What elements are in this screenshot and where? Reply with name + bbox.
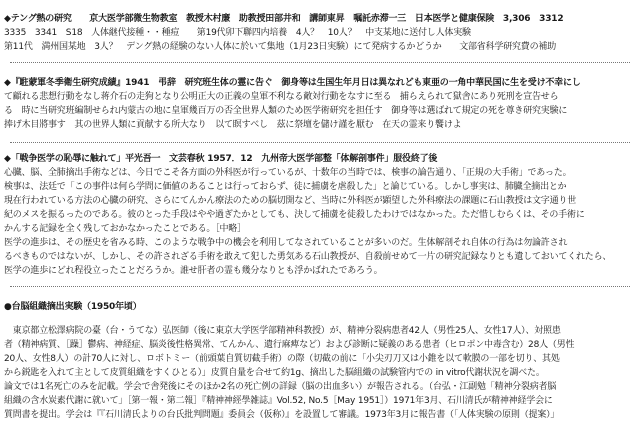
section-divider (10, 286, 630, 287)
text-line: 心臓、脳、全肺摘出手術などは、今日でこそ各方面の外科医が行っているが、十数年の当時では、検事の論告通り、「正規の大手術」であった。 (4, 168, 572, 178)
text-line: 質問書を提出。学会は『『石川清氏よりの台氏批判問題』委員会（仮称）』を設置して審議。1973年3月に報告書（「人体実験の原則（提案）」 (4, 410, 560, 420)
text-line: る 時に当研究班編制せられ内蒙古の地に皇軍幾百万の否全世界人類のため医学術研究を担任す 御身等は選ばれて規定の死を尊き研究実験に (4, 106, 568, 116)
text-line: ◆『駐蒙軍冬季衛生研究成績』1941 弔辞 研究班生体の霊に告ぐ 御身等は生国生年月日は異なれども東亜の一角中華民国に生を受け不幸にし (4, 78, 581, 88)
section-divider (10, 62, 630, 63)
text-line: 3335 3341 S18 人体継代接種・・種痘 第19代卯下聯四内培養 4人？ 10人？ 中支某地に送付し人体実験 (4, 28, 471, 38)
text-line: 東京都立松澤病院の臺（台・うてな）弘医師（後に東京大学医学部精神科教授）が、精神分裂病患者42人（男性25人、女性17人）、対照患 (4, 326, 561, 336)
text-line: 20人、女性8人）の計70人に対し、ロボトミー（前頭葉自質切截手術）の際（切截の前に「小尖刃刀又は小錐を以て軟膜の一部を切り、其処 (4, 354, 560, 364)
mongolia-army-report-section (4, 76, 636, 132)
text-line: 論文では1名死亡のみを記載。学会で舎発後にそのほか2名の死亡例の詳録（脳の出血多い）が報告される。（台弘・江副勉「精神分裂病者脳 (4, 382, 557, 392)
war-medicine-essay-section (4, 152, 636, 278)
text-line: るべきものではないが、しかし、その許されざる手術を敢えて犯した勇気ある石山教授が、自殺前せめて一片の研究記録なりとも遺しておいてくれたら、 (4, 252, 612, 262)
text-line: 紀のメスを振るったのである。彼のとった手段はやや過ぎたかとしても、決して捕虜を徒殺したわけではなかった。ただ惜しむらくは、その手術に (4, 210, 585, 220)
section-title: ●台脳組織摘出実験（1950年頃） (4, 302, 142, 312)
text-line: かんする記録を全く残しておかなかったことである。［中略］ (4, 224, 246, 234)
text-line: 第11代 満州国某地 3人？ デング熱の経験のない人体に於いて集地（1月23日実験）にて発病するかどうか 文部省科学研究費の補助 (4, 42, 557, 52)
text-line: 医学の進歩にどれ程役立ったことだろうか。誰せ肝者の霊も幾分なりとも浮かばれたであろう。 (4, 266, 383, 276)
text-line: 検事は、法廷で「この事件は何ら学問に価値のあることは行っておらず、徒に捕虜を虐殺した」と論じている。しかし事実は、肺臓全摘出とか (4, 182, 567, 192)
dengue-research-section (4, 12, 636, 54)
text-line: 医学の進歩は、その歴史を省みる時、このような戦争中の機会を利用してなされていることが多いのだ。生体解剖それ自体の行為は勿論許され (4, 238, 568, 248)
text-line: 者（精神病質、［躁］鬱病、神経症、脳炎後性格異常、てんかん、遺行麻痺など）および診断に疑義のある患者（ヒロポン中毒含む）28人（男性 (4, 340, 575, 350)
section-divider (10, 142, 630, 143)
text-line: から鋭匙を入れて主として皮質組織をすくひとる）」皮質自量を合せて約1g、摘出した脳組織の試験管内での in vitro代謝状況を調べた。 (4, 368, 545, 378)
brain-tissue-experiment-section (4, 300, 636, 422)
text-line: ◆テング熱の研究 京大医学部微生物教室 教授木村廉 助教授田部井和 講師東昇 嘱託赤滞一三 日本医学と健康保険 3,306 3312 (4, 14, 564, 24)
text-line: 組織の含水炭素代謝に就いて」［第一報・第二報］『精神神經學雑誌』Vol.52, No.5［May 1951］）1971年3月、石川清氏が精神神経学会に (4, 396, 553, 406)
text-line: て顧れる悲想行動をなし蒋介石の走狗となり公明正大の正義の皇軍不利なる敵対行動をなすに至る 捕らえられて獄舎にあり死刑を宣告せら (4, 92, 559, 102)
text-line: ◆「戦争医学の恥辱に触れて」平光吾一 文芸春秋 1957．12 九州帝大医学部整「体解剖事件」服役終了後 (4, 154, 438, 164)
text-line: 捧げ木目將事す 其の世界人類に貢献する所大なり 以て瞑すべし 茲に祭壇を儲け謹を厭む 在天の霊来り饗けよ (4, 120, 462, 130)
text-line: 現在行われている方法の心臓の研究、さらにてんかん療法のための脳切開など、当時に外科医が顕望した外科療法の課題に石山教授は文字通り世 (4, 196, 577, 206)
